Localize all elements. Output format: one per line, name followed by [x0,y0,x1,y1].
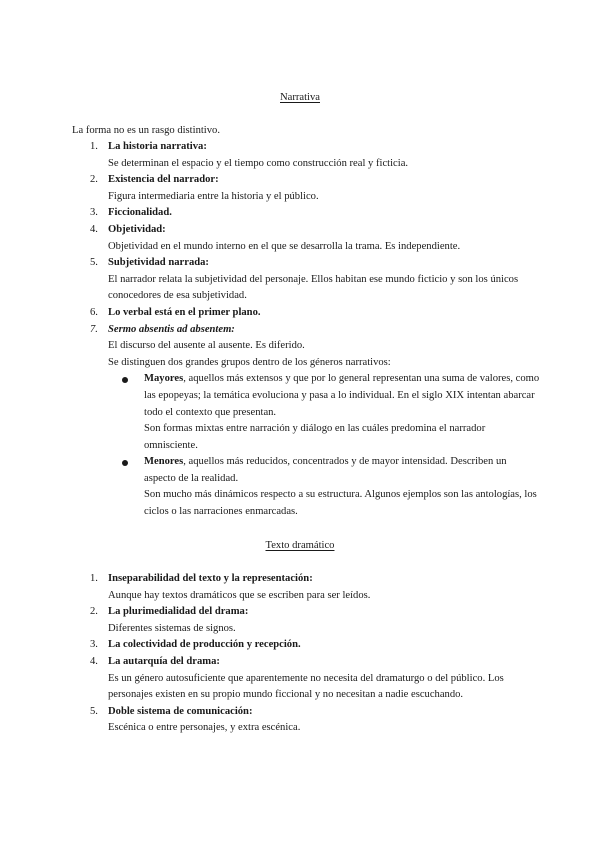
item-heading: Ficcionalidad. [108,207,172,219]
item-description: Se distinguen dos grandes grupos dentro de los géneros narrativos: [108,356,391,368]
narrativa-list [90,139,540,521]
item-heading: Existencia del narrador: [108,174,219,186]
item-heading: Inseparabilidad del texto y la representación: [108,573,313,584]
item-heading: Sermo absentis ad absentem: [108,323,235,335]
item-number: 6. [90,306,98,318]
bullet-lead: Mayores [144,373,184,385]
bullet-mayores [144,371,540,454]
item-number: 4. [90,655,98,667]
item-description: El narrador relata la subjetividad del personaje. Ellos habitan ese mundo ficticio y son los únicos conocedores de esa subjetividad. [108,273,519,302]
item-heading: Doble sistema de comunicación: [108,705,253,717]
item-number: 4. [90,223,98,235]
dramatico-list [90,571,540,737]
bullet-text: , aquellos más reducidos, concentrados y de mayor intensidad. Describen un aspecto de la realidad. [144,456,507,484]
narrativa-intro: La forma no es un rasgo distintivo. [72,125,220,136]
item-heading: La colectividad de producción y recepción. [108,639,301,651]
narrativa-item-6 [90,305,540,322]
item-number: 5. [90,257,98,269]
item-description: Figura intermediaria entre la historia y el público. [108,190,319,202]
dramatico-item-1 [90,571,540,604]
bullet-text: , aquellos más extensos y que por lo general representan una suma de valores, como las epopeyas; la temática evoluciona y pasa a lo individual. En el siglo XIX intentan abarcar todo el contexto que presentan. [144,373,540,418]
dramatico-title: Texto dramático [265,540,335,551]
item-description: Diferentes sistemas de signos. [108,622,236,634]
item-description: El discurso del ausente al ausente. Es diferido. [108,340,305,352]
dramatico-item-4 [90,654,540,704]
bullet-extra: Son mucho más dinámicos respecto a su estructura. Algunos ejemplos son las antologías, los ciclos o las narraciones enmarcadas. [144,489,537,518]
item-number: 2. [90,174,98,186]
item-number: 3. [90,207,98,219]
item-heading: La plurimedialidad del drama: [108,606,249,618]
item-description: Se determinan el espacio y el tiempo como construcción real y ficticia. [108,157,409,169]
item-number: 5. [90,705,98,717]
narrativa-title: Narrativa [280,92,320,103]
item-number: 1. [90,141,98,152]
bullet-dot-icon [122,460,128,466]
narrativa-item-7 [90,322,540,521]
bullet-menores [144,454,540,520]
item-description: Es un género autosuficiente que aparentemente no necesita del dramaturgo o del público. Los personajes existen en su propio mundo ficcional y no necesitan a nadie escuchando. [108,672,504,701]
narrativa-item-4 [90,222,540,255]
item-number: 1. [90,573,98,584]
item-heading: Subjetividad narrada: [108,257,209,269]
item-description: Aunque hay textos dramáticos que se escriben para ser leídos. [108,589,371,601]
narrativa-item-3 [90,205,540,222]
item-description: Objetividad en el mundo interno en el que se desarrolla la trama. Es independiente. [108,240,461,252]
bullet-dot-icon [122,377,128,383]
dramatico-item-2 [90,604,540,637]
item-heading: La historia narrativa: [108,141,207,152]
dramatico-item-3 [90,637,540,654]
item-heading: La autarquía del drama: [108,655,220,667]
item-heading: Lo verbal está en el primer plano. [108,306,261,318]
item-number: 2. [90,606,98,618]
bullet-lead: Menores [144,456,184,468]
dramatico-item-5 [90,704,540,737]
item-number: 7. [90,323,98,335]
genre-bullet-list [108,371,540,520]
narrativa-item-2 [90,172,540,205]
item-heading: Objetividad: [108,223,166,235]
narrativa-item-1 [90,139,540,172]
narrativa-item-5 [90,255,540,305]
bullet-extra: Son formas mixtas entre narración y diálogo en las cuáles predomina el narrador omnisciente. [144,423,486,451]
item-description: Escénica o entre personajes, y extra escénica. [108,722,301,734]
item-number: 3. [90,639,98,651]
